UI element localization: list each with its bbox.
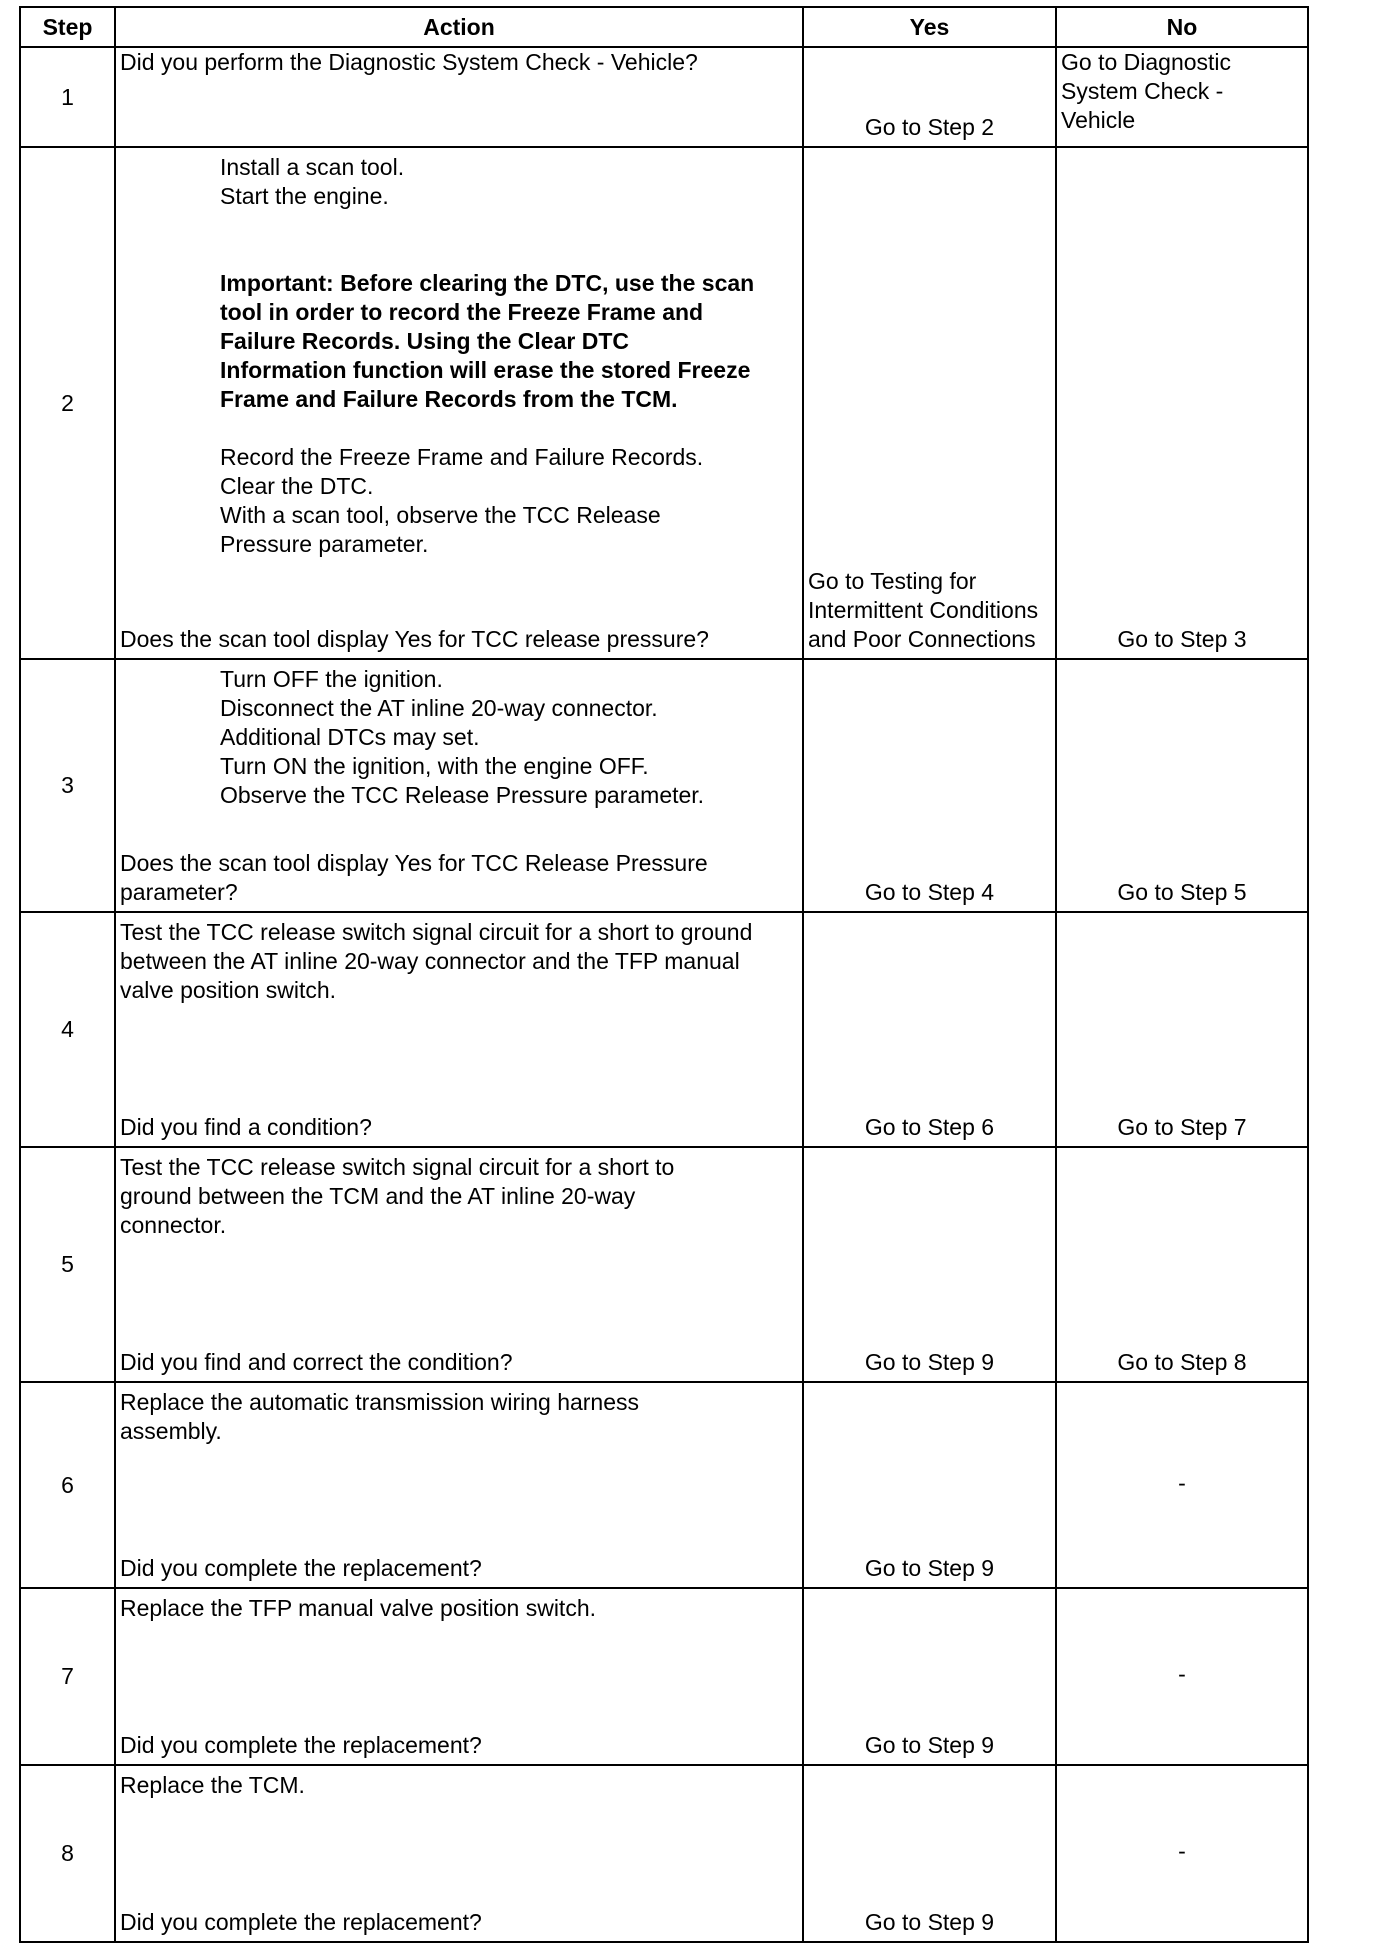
table-row [20, 1382, 1308, 1588]
table-row [20, 1147, 1308, 1382]
action-step-line: Disconnect the AT inline 20-way connector. [220, 695, 658, 721]
table-row [20, 659, 1308, 912]
step-number: 4 [20, 912, 115, 1147]
no-cell: - [1056, 1382, 1308, 1588]
no-cell: - [1056, 1765, 1308, 1942]
table-row [20, 47, 1308, 147]
step-number: 1 [20, 47, 115, 147]
step-number: 2 [20, 147, 115, 659]
no-cell: Go to Step 8 [1056, 1147, 1308, 1382]
yes-cell: Go to Step 9 [803, 1147, 1056, 1382]
table-row [20, 912, 1308, 1147]
yes-cell: Go to Step 4 [803, 659, 1056, 912]
no-cell: Go to Step 7 [1056, 912, 1308, 1147]
header-row [20, 7, 1308, 47]
action-step-line: Turn OFF the ignition. [220, 666, 443, 692]
table-row [20, 147, 1308, 659]
action-step-line: Install a scan tool. [220, 154, 405, 180]
action-cell [115, 659, 803, 912]
header-no: No [1056, 7, 1308, 47]
header-yes: Yes [803, 7, 1056, 47]
header-action: Action [115, 7, 803, 47]
important-note: Important: Before clearing the DTC, use the scan tool in order to record the Freeze Frame and Failure Records. Using the Clear DTC Information function will erase the stored Freeze Frame and Failure Records from the TCM. [220, 270, 755, 412]
step-number: 8 [20, 1765, 115, 1942]
action-question: Does the scan tool display Yes for TCC release pressure? [120, 626, 709, 652]
yes-cell: Go to Testing for Intermittent Conditions and Poor Connections [803, 147, 1056, 659]
action-text: Test the TCC release switch signal circuit for a short to ground between the AT inline 20-way connector and the TFP manual valve position switch. [120, 919, 753, 1003]
yes-cell: Go to Step 6 [803, 912, 1056, 1147]
action-step-line: Observe the TCC Release Pressure parameter. [220, 782, 705, 808]
action-text: Replace the TFP manual valve position switch. [120, 1595, 597, 1621]
action-question: Did you find and correct the condition? [120, 1349, 513, 1375]
step-number: 6 [20, 1382, 115, 1588]
no-cell: - [1056, 1588, 1308, 1765]
action-cell [115, 1147, 803, 1382]
action-question: Did you perform the Diagnostic System Check - Vehicle? [120, 49, 698, 75]
no-cell: Go to Step 3 [1056, 147, 1308, 659]
diagnostic-table [19, 6, 1309, 1943]
action-step-line: Start the engine. [220, 183, 389, 209]
action-text: Replace the TCM. [120, 1772, 305, 1798]
action-cell [115, 147, 803, 659]
header-step: Step [20, 7, 115, 47]
yes-cell: Go to Step 9 [803, 1765, 1056, 1942]
action-text: Replace the automatic transmission wiring harness assembly. [120, 1389, 640, 1444]
step-number: 3 [20, 659, 115, 912]
no-cell: Go to Step 5 [1056, 659, 1308, 912]
action-step-line: With a scan tool, observe the TCC Release Pressure parameter. [220, 502, 661, 557]
yes-cell: Go to Step 9 [803, 1588, 1056, 1765]
step-number: 7 [20, 1588, 115, 1765]
action-cell [115, 1588, 803, 1765]
action-question: Did you find a condition? [120, 1114, 372, 1140]
action-question: Does the scan tool display Yes for TCC Release Pressure parameter? [120, 850, 708, 905]
action-step-line: Additional DTCs may set. [220, 724, 480, 750]
action-cell [115, 912, 803, 1147]
action-cell [115, 1765, 803, 1942]
action-cell [115, 1382, 803, 1588]
step-number: 5 [20, 1147, 115, 1382]
action-step-line: Record the Freeze Frame and Failure Records. [220, 444, 704, 470]
table-row [20, 1588, 1308, 1765]
action-text: Test the TCC release switch signal circuit for a short to ground between the TCM and the AT inline 20-way connector. [120, 1154, 675, 1238]
action-question: Did you complete the replacement? [120, 1555, 482, 1581]
yes-cell: Go to Step 2 [803, 47, 1056, 147]
no-cell: Go to Diagnostic System Check - Vehicle [1056, 47, 1308, 147]
yes-cell: Go to Step 9 [803, 1382, 1056, 1588]
table-row [20, 1765, 1308, 1942]
action-question: Did you complete the replacement? [120, 1909, 482, 1935]
action-question: Did you complete the replacement? [120, 1732, 482, 1758]
action-step-line: Turn ON the ignition, with the engine OFF. [220, 753, 649, 779]
action-cell [115, 47, 803, 147]
action-step-line: Clear the DTC. [220, 473, 374, 499]
